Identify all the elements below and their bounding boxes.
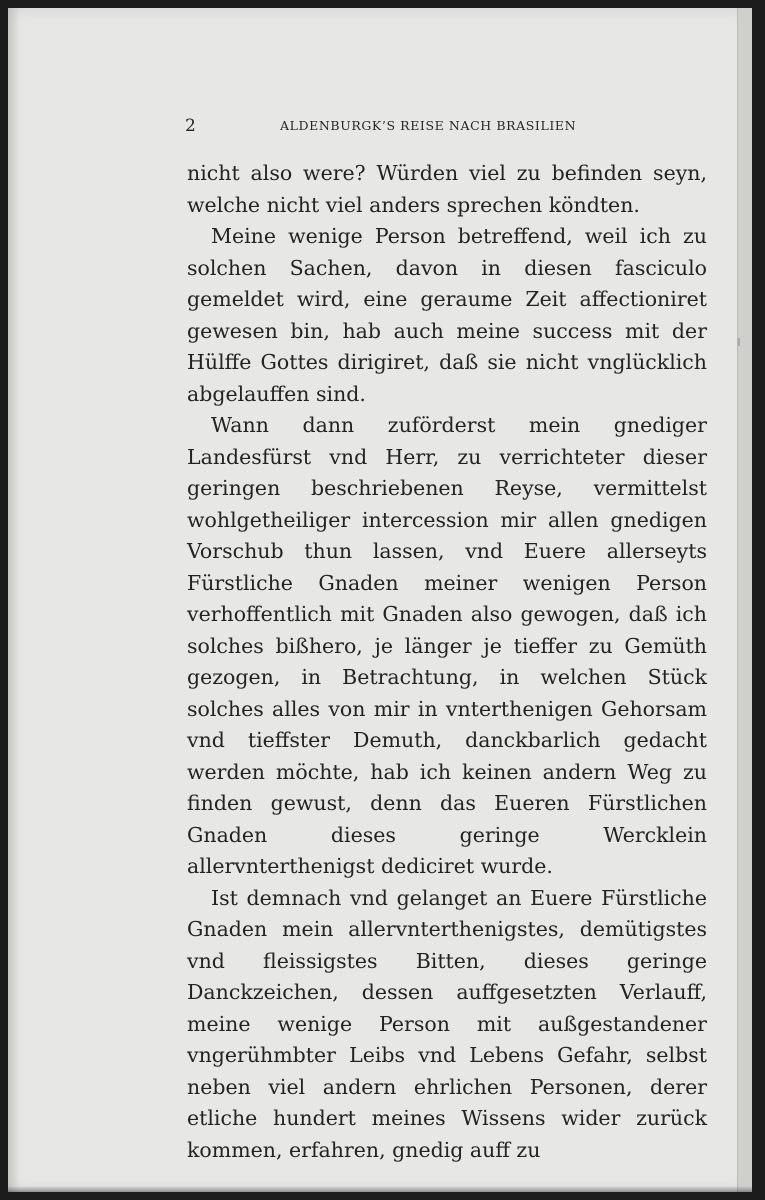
binding-shadow (8, 8, 20, 1192)
book-page (8, 8, 752, 1192)
running-title: ALDENBURGK’S REISE NACH BRASILIEN (280, 118, 577, 133)
paragraph-1: nicht also were? Würden viel zu befinden seyn, welche nicht viel anders sprechen köndten. (187, 161, 707, 217)
bottom-edge-shadow (8, 1186, 752, 1192)
margin-speck (738, 338, 740, 346)
paragraph-3: Wann dann zuförderst mein gnediger Landesfürst vnd Herr, zu verrichteter dieser geringen beschriebenen Reyse, vermittelst wohlgetheiliger intercession mir allen gnedigen Vorschub thun lassen, vnd Euere allerseyts Fürstliche Gnaden meiner wenigen Person verhoffentlich mit Gnaden also gewogen, daß ich solches bißhero, je länger je tieffer zu Gemüth gezogen, in Betrachtung, in welchen Stück solches alles von mir in vnterthenigen Gehorsam vnd tieffster Demuth, danckbarlich gedacht werden möchte, hab ich keinen andern Weg zu finden gewust, denn das Eueren Fürstlichen Gnaden dieses geringe Wercklein allervnterthenigst dediciret wurde. (187, 413, 707, 878)
paragraph-2: Meine wenige Person betreffend, weil ich zu solchen Sachen, davon in diesen fasciculo gemeldet wird, eine geraume Zeit affectioniret gewesen bin, hab auch meine success mit der Hülffe Gottes dirigiret, daß sie nicht vnglücklich abgelauffen sind. (187, 224, 707, 406)
body-text (187, 158, 707, 1166)
running-header (185, 116, 597, 138)
paragraph-4: Ist demnach vnd gelanget an Euere Fürstliche Gnaden mein allervnterthenigstes, demütigstes vnd fleissigstes Bitten, dieses geringe Danckzeichen, dessen auffgesetzten Verlauff, meine wenige Person mit außgestandener vngerühmbter Leibs vnd Lebens Gefahr, selbst neben viel andern ehrlichen Personen, derer etliche hundert meines Wissens wider zurück kommen, erfahren, gnedig auff zu (187, 885, 707, 1162)
page-edge (737, 8, 752, 1192)
page-number: 2 (185, 116, 196, 136)
